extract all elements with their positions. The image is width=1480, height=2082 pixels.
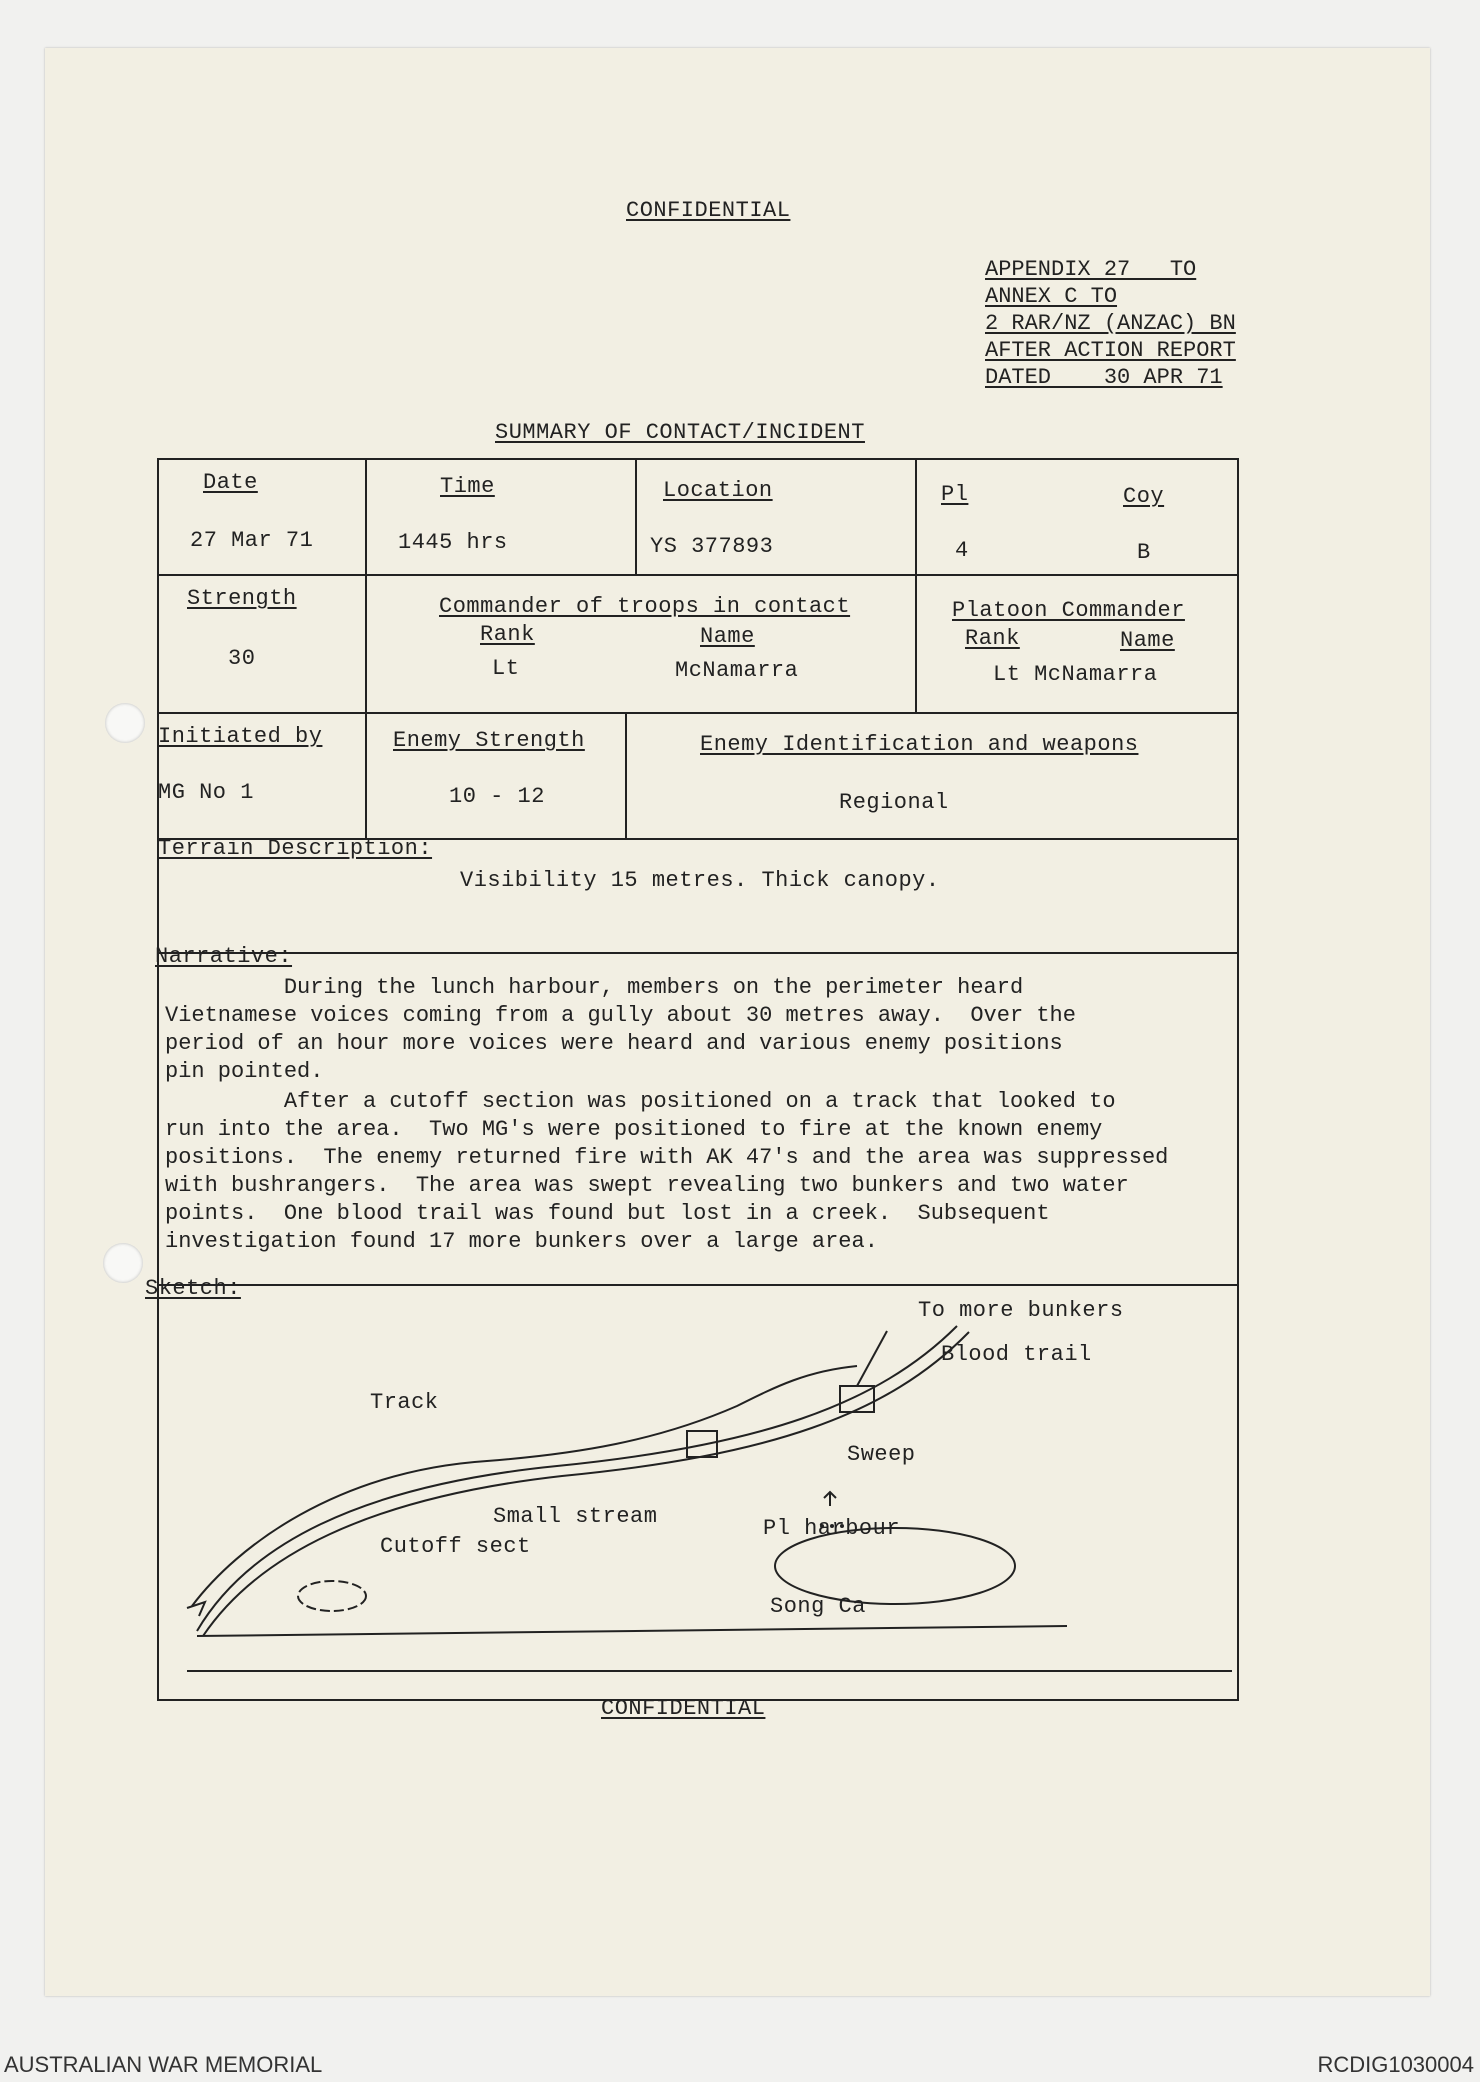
sketch-track: Track [370,1390,439,1415]
pc-value: Lt McNamarra [993,662,1158,687]
classification-bottom: CONFIDENTIAL [601,1696,766,1721]
enemy-strength-label: Enemy Strength [393,728,585,753]
narrative-line: Vietnamese voices coming from a gully about 30 metres away. Over the [165,1003,1076,1028]
time-value: 1445 hrs [398,530,508,555]
narrative-line: with bushrangers. The area was swept revealing two bunkers and two water [165,1173,1129,1198]
sketch-song-ca: Song Ca [770,1594,866,1619]
sweep-arrow [824,1492,836,1506]
narrative-line: positions. The enemy returned fire with AK 47's and the area was suppressed [165,1145,1169,1170]
narrative-line: investigation found 17 more bunkers over a large area. [165,1229,878,1254]
col-divider [635,458,637,574]
cutoff-arrow [187,1602,205,1616]
commander-label: Commander of troops in contact [439,594,851,619]
col-divider [365,458,367,838]
pc-name-label: Name [1120,628,1175,653]
col-divider [625,712,627,838]
platoon-commander-label: Platoon Commander [952,598,1185,623]
footer-left: AUSTRALIAN WAR MEMORIAL [4,2052,323,2077]
narrative-line: period of an hour more voices were heard and various enemy positions [165,1031,1063,1056]
sketch-label: Sketch: [145,1276,241,1301]
coy-label: Coy [1123,484,1165,509]
terrain-value: Visibility 15 metres. Thick canopy. [460,868,940,893]
terrain-label: Terrain Description: [158,836,433,861]
sketch-pl-harbour: Pl harbour [763,1516,901,1541]
name-value: McNamarra [675,658,799,683]
narrative-label: Narrative: [155,944,293,969]
punch-hole [103,1243,143,1283]
track-line [192,1366,857,1606]
strength-label: Strength [187,586,297,611]
row-divider [157,712,1239,714]
sketch-sweep: Sweep [847,1442,916,1467]
punch-hole [105,703,145,743]
rank-value: Lt [492,656,520,681]
date-value: 27 Mar 71 [190,528,314,553]
initiated-value: MG No 1 [158,780,254,805]
row-divider [157,574,1239,576]
narrative-line: points. One blood trail was found but lost in a creek. Subsequent [165,1201,1050,1226]
strength-value: 30 [228,646,256,671]
sketch-blood-trail: Blood trail [941,1342,1092,1367]
narrative-line: run into the area. Two MG's were positioned to fire at the known enemy [165,1117,1103,1142]
coy-value: B [1137,540,1151,565]
col-divider [915,458,917,712]
enemy-id-label: Enemy Identification and weapons [700,732,1139,757]
enemy-id-value: Regional [839,790,949,815]
initiated-label: Initiated by [158,724,323,749]
appendix-line: AFTER ACTION REPORT [985,338,1236,363]
sketch-small-stream: Small stream [493,1504,658,1529]
sketch-cutoff: Cutoff sect [380,1534,531,1559]
name-label: Name [700,624,755,649]
location-value: YS 377893 [650,534,774,559]
narrative-line: During the lunch harbour, members on the perimeter heard [165,975,1024,1000]
song-ca-line [197,1626,1067,1636]
pl-label: Pl [941,482,969,507]
enemy-strength-value: 10 - 12 [449,784,545,809]
classification-top: CONFIDENTIAL [626,198,791,223]
form-title: SUMMARY OF CONTACT/INCIDENT [495,420,865,445]
pc-rank-label: Rank [965,626,1020,651]
table-border [157,458,1239,460]
bunker-arrow [857,1331,887,1386]
rank-label: Rank [480,622,535,647]
appendix-line: APPENDIX 27 TO [985,257,1197,282]
location-label: Location [663,478,773,503]
appendix-line: ANNEX C TO [985,284,1118,309]
appendix-line: DATED 30 APR 71 [985,365,1223,390]
date-label: Date [203,470,258,495]
row-divider [157,952,1239,954]
narrative-line: After a cutoff section was positioned on a track that looked to [165,1089,1116,1114]
sketch-to-more-bunkers: To more bunkers [918,1298,1124,1323]
appendix-line: 2 RAR/NZ (ANZAC) BN [985,311,1236,336]
cutoff-outline [298,1581,366,1611]
stream-line [203,1332,969,1636]
time-label: Time [440,474,495,499]
document-page [45,48,1430,1996]
table-border [1237,458,1239,1701]
pl-value: 4 [955,538,969,563]
narrative-line: pin pointed. [165,1059,324,1084]
footer-right: RCDIG1030004 [1317,2052,1474,2077]
